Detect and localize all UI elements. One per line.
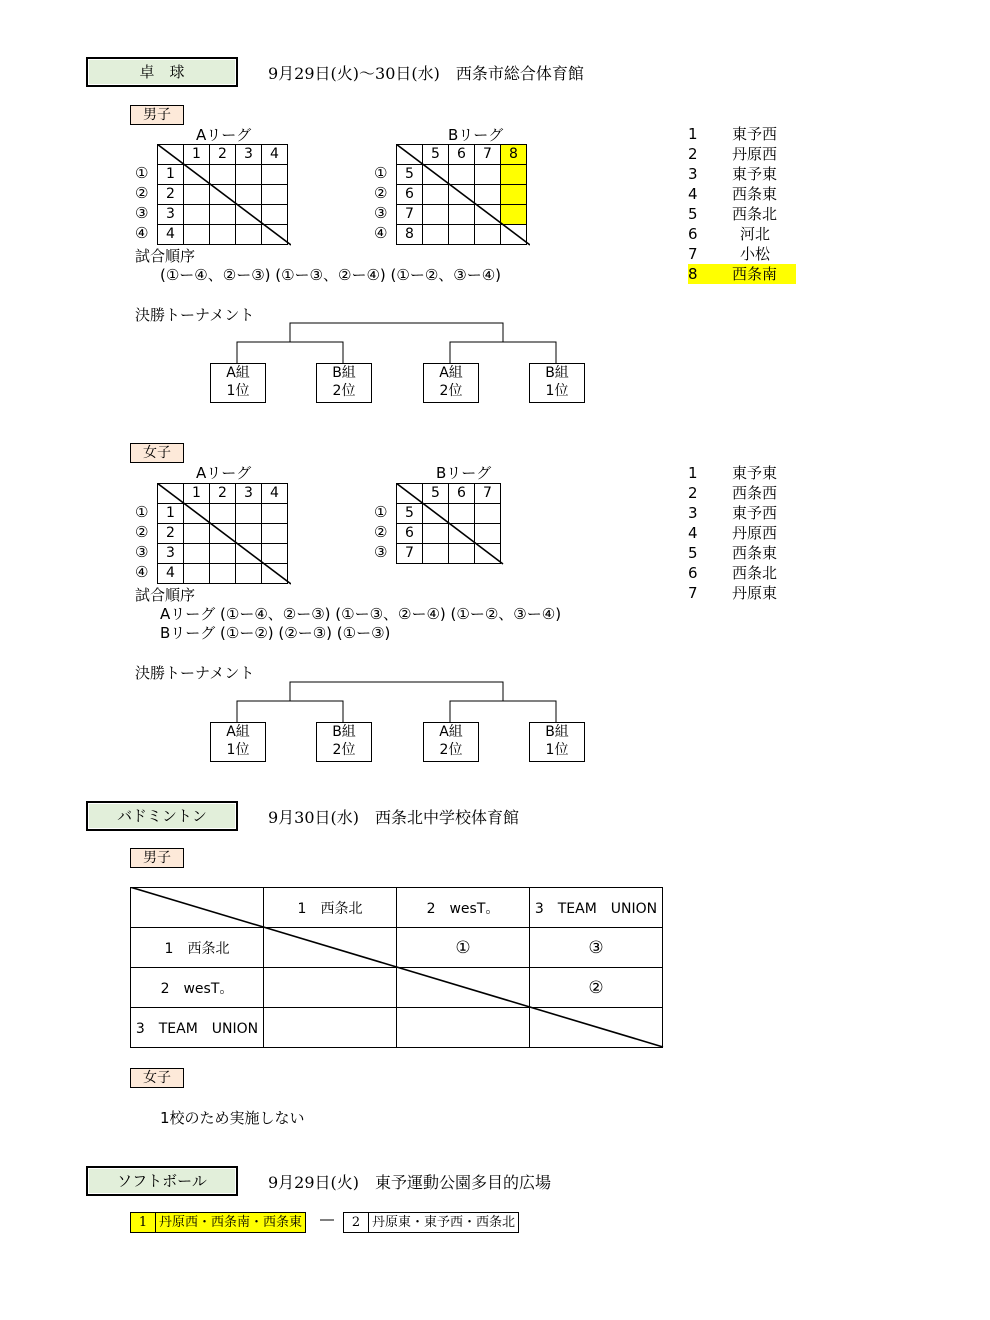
team-name: 東予東	[732, 165, 778, 183]
girls-league-a-diagonal	[157, 483, 291, 585]
league-a-title: Aリーグ	[196, 464, 252, 482]
girls-note: 1校のため実施しない	[160, 1109, 305, 1127]
row-header: 6	[397, 185, 423, 205]
softball-team-2	[343, 1212, 519, 1233]
team-number: 6	[688, 225, 698, 243]
girls-tag: 女子	[130, 1068, 184, 1088]
tournament-slot: A組 1位	[210, 722, 266, 762]
tournament-slot: A組 1位	[210, 363, 266, 403]
girls-league-b-diagonal	[396, 483, 504, 565]
team-name: 丹原西	[732, 524, 778, 542]
tournament-label: 決勝トーナメント	[135, 664, 255, 682]
row-header: 2	[158, 524, 184, 544]
team-name-highlight: 西条南	[732, 265, 778, 283]
versus-dash: ―	[320, 1212, 334, 1228]
row-header: 3	[158, 544, 184, 564]
col-header: 5	[423, 484, 449, 504]
softball-team-1	[130, 1212, 306, 1233]
row-header: 1 西条北	[131, 928, 264, 968]
team-number: 7	[688, 584, 698, 602]
tournament-slot: B組 2位	[316, 363, 372, 403]
team-number: 8	[688, 265, 698, 283]
row-header: 3 TEAM UNION	[131, 1008, 264, 1048]
team-list-girls	[688, 463, 777, 603]
team-name: 東予西	[732, 125, 778, 143]
sport-label-softball: ソフトボール	[86, 1166, 238, 1196]
row-header: 2	[158, 185, 184, 205]
col-header: 3 TEAM UNION	[530, 888, 663, 928]
team-number: 1	[131, 1213, 156, 1232]
league-b-diagonal	[396, 144, 530, 246]
col-header: 6	[449, 145, 475, 165]
col-header: 1	[184, 484, 210, 504]
match-cell: ③	[530, 928, 663, 968]
circle-label: ③	[374, 543, 388, 561]
circle-label: ①	[135, 164, 149, 182]
row-header: 4	[158, 225, 184, 245]
row-header: 6	[397, 524, 423, 544]
col-header: 7	[475, 484, 501, 504]
circle-label: ③	[135, 543, 149, 561]
row-header: 7	[397, 544, 423, 564]
team-number: 1	[688, 464, 698, 482]
row-header: 1	[158, 504, 184, 524]
team-number: 3	[688, 165, 698, 183]
team-name: 西条東	[732, 544, 778, 562]
row-header: 7	[397, 205, 423, 225]
team-number: 2	[688, 484, 698, 502]
match-order-a: Aリーグ (①ー④、②ー③) (①ー③、②ー④) (①ー②、③ー④)	[160, 605, 562, 623]
row-header: 5	[397, 504, 423, 524]
match-order-b: Bリーグ (①ー②) (②ー③) (①ー③)	[160, 624, 391, 642]
match-cell: ①	[397, 928, 530, 968]
team-name: 西条西	[732, 484, 778, 502]
league-a-title: Aリーグ	[196, 126, 252, 144]
circle-label: ④	[135, 563, 149, 581]
col-header-highlight: 8	[501, 145, 527, 165]
team-number: 1	[688, 125, 698, 143]
girls-tag: 女子	[130, 443, 184, 463]
circle-label: ③	[374, 204, 388, 222]
team-group: 丹原西・西条南・西条東	[159, 1215, 303, 1230]
team-name: 河北	[740, 225, 771, 243]
col-header: 7	[475, 145, 501, 165]
circle-label: ①	[374, 503, 388, 521]
col-header: 6	[449, 484, 475, 504]
softball-info: 9月29日(火) 東予運動公園多目的広場	[268, 1173, 552, 1192]
team-name: 東予西	[732, 504, 778, 522]
col-header: 2	[210, 145, 236, 165]
col-header: 2	[210, 484, 236, 504]
team-name: 丹原東	[732, 584, 778, 602]
team-number: 6	[688, 564, 698, 582]
team-name: 小松	[740, 245, 771, 263]
tournament-bracket	[230, 320, 590, 365]
row-header: 2 wesT。	[131, 968, 264, 1008]
match-cell: ②	[530, 968, 663, 1008]
team-name: 西条東	[732, 185, 778, 203]
col-header: 3	[236, 484, 262, 504]
table-tennis-info: 9月29日(火)～30日(水) 西条市総合体育館	[268, 64, 584, 83]
team-name: 西条北	[732, 205, 778, 223]
sport-label-badminton: バドミントン	[86, 801, 238, 831]
col-header: 2 wesT。	[397, 888, 530, 928]
team-name: 東予東	[732, 464, 778, 482]
col-header: 4	[262, 145, 288, 165]
col-header: 5	[423, 145, 449, 165]
team-number: 2	[688, 145, 698, 163]
row-header: 3	[158, 205, 184, 225]
team-number: 7	[688, 245, 698, 263]
tournament-slot: A組 2位	[423, 363, 479, 403]
tournament-label: 決勝トーナメント	[135, 306, 255, 324]
team-group: 丹原東・東予西・西条北	[372, 1215, 516, 1230]
team-number: 2	[344, 1213, 369, 1232]
circle-label: ①	[374, 164, 388, 182]
team-number: 3	[688, 504, 698, 522]
match-order-label: 試合順序	[135, 247, 196, 265]
team-number: 4	[688, 524, 698, 542]
tournament-slot: B組 1位	[529, 363, 585, 403]
boys-tag: 男子	[130, 848, 184, 868]
badminton-diagonal	[130, 887, 664, 1049]
team-number: 5	[688, 544, 698, 562]
team-name: 丹原西	[732, 145, 778, 163]
match-order: (①ー④、②ー③) (①ー③、②ー④) (①ー②、③ー④)	[160, 266, 502, 284]
col-header: 3	[236, 145, 262, 165]
boys-tag: 男子	[130, 105, 184, 125]
circle-label: ②	[135, 184, 149, 202]
team-name: 西条北	[732, 564, 778, 582]
badminton-info: 9月30日(水) 西条北中学校体育館	[268, 808, 520, 827]
col-header: 4	[262, 484, 288, 504]
league-b-title: Bリーグ	[448, 126, 504, 144]
circle-label: ②	[374, 184, 388, 202]
row-header: 1	[158, 165, 184, 185]
circle-label: ③	[135, 204, 149, 222]
col-header: 1	[184, 145, 210, 165]
circle-label: ②	[135, 523, 149, 541]
tournament-bracket	[230, 679, 590, 724]
row-header: 8	[397, 225, 423, 245]
league-b-title: Bリーグ	[436, 464, 492, 482]
circle-label: ①	[135, 503, 149, 521]
team-list-boys	[688, 124, 796, 284]
match-order-label: 試合順序	[135, 586, 196, 604]
league-a-diagonal	[157, 144, 291, 246]
row-header: 4	[158, 564, 184, 584]
tournament-slot: B組 1位	[529, 722, 585, 762]
col-header: 1 西条北	[264, 888, 397, 928]
team-number: 4	[688, 185, 698, 203]
circle-label: ④	[135, 224, 149, 242]
circle-label: ④	[374, 224, 388, 242]
row-header: 5	[397, 165, 423, 185]
circle-label: ②	[374, 523, 388, 541]
sport-label-table-tennis: 卓 球	[86, 57, 238, 87]
tournament-slot: B組 2位	[316, 722, 372, 762]
tournament-slot: A組 2位	[423, 722, 479, 762]
team-number: 5	[688, 205, 698, 223]
